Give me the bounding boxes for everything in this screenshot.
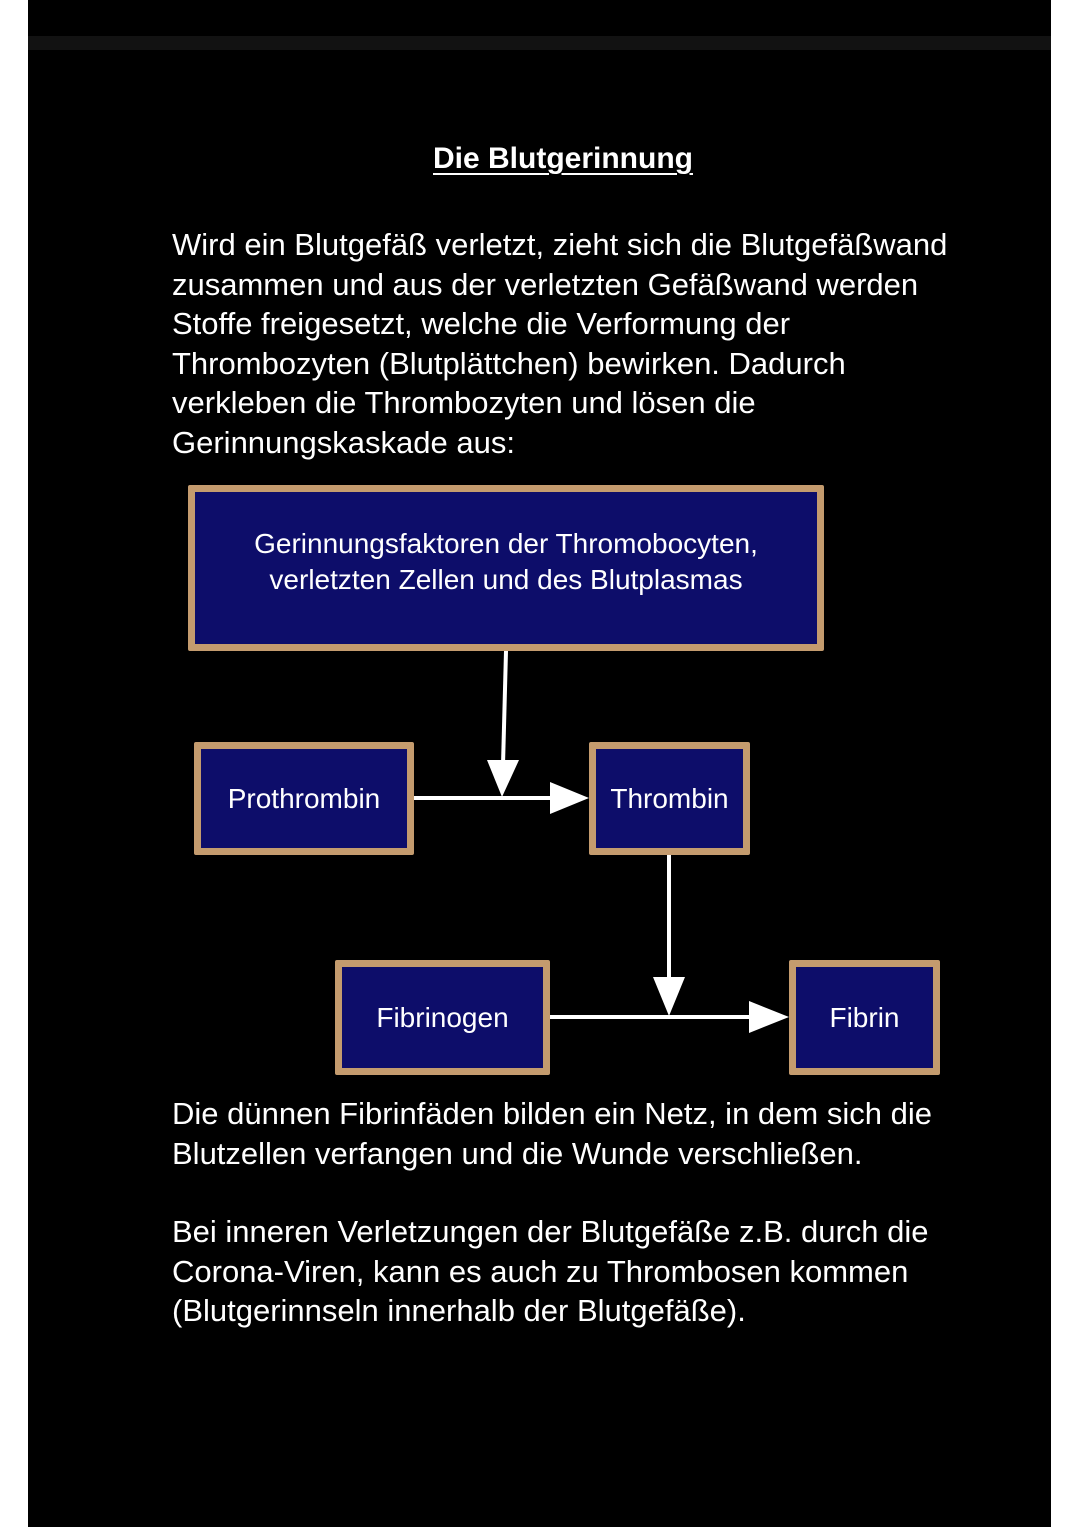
box-coagulation-factors	[188, 485, 824, 651]
box-thrombin	[589, 742, 750, 855]
outro-paragraph-1: Die dünnen Fibrinfäden bilden ein Netz, in dem sich die Blutzellen verfangen und die Wunde verschließen.	[172, 1096, 932, 1171]
coagulation-factors-label	[254, 526, 758, 598]
page-title	[28, 142, 1051, 176]
fibrin-label: Fibrin	[829, 1001, 900, 1033]
box-prothrombin	[194, 742, 414, 855]
top-bar	[28, 36, 1051, 50]
factors-line-1: Gerinnungsfaktoren der Thromobocyten,	[254, 528, 758, 559]
outro-paragraph-2: Bei inneren Verletzungen der Blutgefäße z.B. durch die Corona-Viren, kann es auch zu Thrombosen kommen (Blutgerinnseln innerhalb der Blutgefäße).	[172, 1214, 929, 1328]
page	[28, 0, 1051, 1527]
box-fibrin	[789, 960, 940, 1075]
arrowhead-to-fibrin	[749, 1001, 789, 1033]
intro-paragraph: Wird ein Blutgefäß verletzt, zieht sich die Blutgefäßwand zusammen und aus der verletzten Gefäßwand werden Stoffe freigesetzt, welche die Verformung der Thrombozyten (Blutplättchen) bewirken. Dadurch verkleben die Thrombozyten und lösen die Gerinnungskaskade aus:	[172, 227, 948, 460]
arrow-factors-to-junction	[503, 651, 506, 765]
factors-line-2: verletzten Zellen und des Blutplasmas	[269, 564, 743, 595]
fibrinogen-label: Fibrinogen	[376, 1001, 509, 1033]
prothrombin-label: Prothrombin	[227, 782, 381, 814]
title-text: Die Blutgerinnung	[433, 142, 693, 175]
box-fibrinogen	[335, 960, 550, 1075]
arrowhead-factors-down	[487, 760, 519, 797]
arrowhead-to-thrombin	[550, 782, 589, 814]
thrombin-label: Thrombin	[610, 782, 729, 814]
arrowhead-thrombin-down	[653, 977, 685, 1016]
